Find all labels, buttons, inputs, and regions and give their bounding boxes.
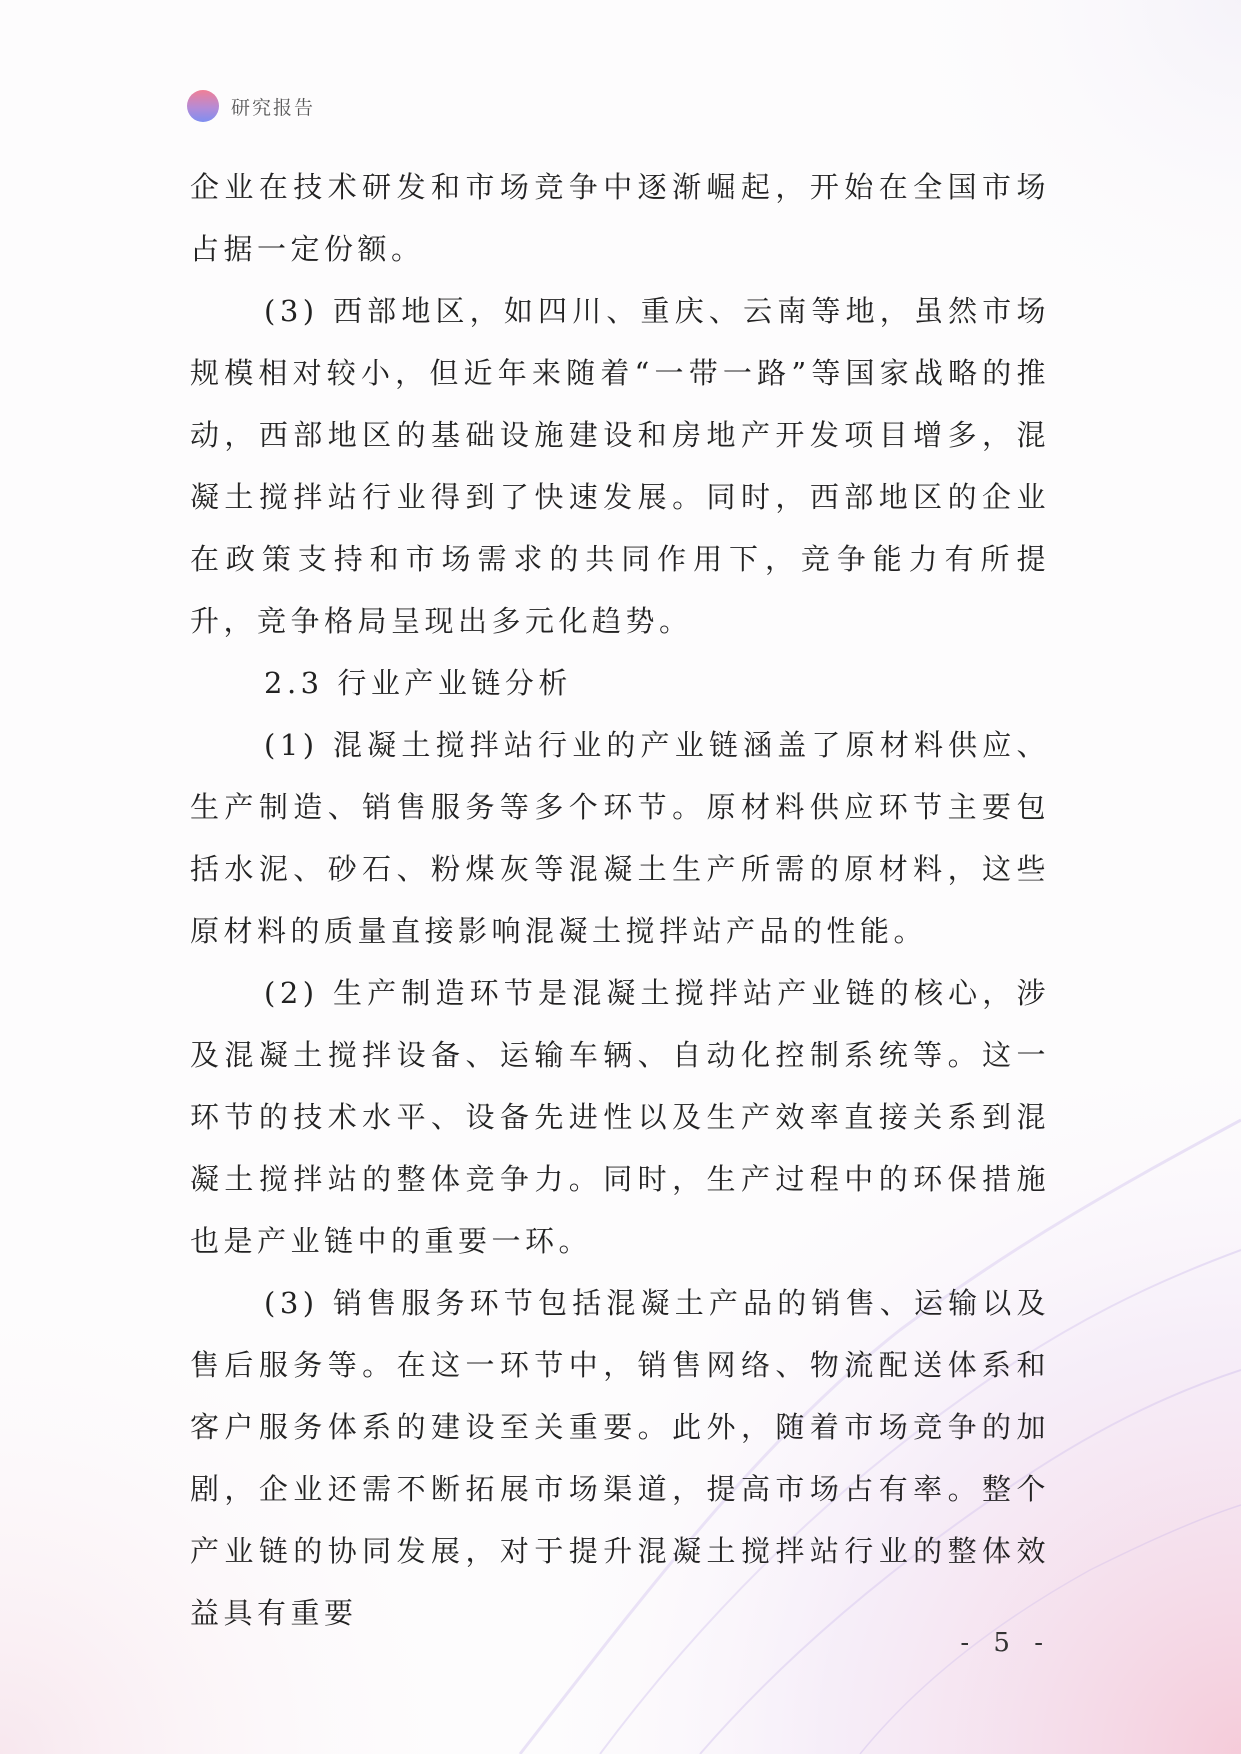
logo-circle-icon [187, 90, 219, 122]
header-title: 研究报告 [231, 96, 316, 119]
paragraph-sales-service: (3) 销售服务环节包括混凝土产品的销售、运输以及售后服务等。在这一环节中，销售网络、物流配送体系和客户服务体系的建设至关重要。此外，随着市场竞争的加剧，企业还需不断拓展市场渠道，提高市场占有率。整个产业链的协同发展，对于提升混凝土搅拌站行业的整体效益具有重要 [190, 1286, 1050, 1630]
paragraph-west-region: (3) 西部地区，如四川、重庆、云南等地，虽然市场规模相对较小，但近年来随着“一带一路”等国家战略的推动，西部地区的基础设施建设和房地产开发项目增多，混凝土搅拌站行业得到了快速发展。同时，西部地区的企业在政策支持和市场需求的共同作用下，竞争能力有所提升，竞争格局呈现出多元化趋势。 [190, 294, 1050, 638]
report-header [187, 88, 315, 124]
section-heading: 2.3 行业产业链分析 [264, 666, 572, 700]
paragraph-industry-chain: (1) 混凝土搅拌站行业的产业链涵盖了原材料供应、生产制造、销售服务等多个环节。原材料供应环节主要包括水泥、砂石、粉煤灰等混凝土生产所需的原材料，这些原材料的质量直接影响混凝土搅拌站产品的性能。 [190, 728, 1050, 948]
body-text [190, 156, 1050, 1644]
paragraph-production: (2) 生产制造环节是混凝土搅拌站产业链的核心，涉及混凝土搅拌设备、运输车辆、自动化控制系统等。这一环节的技术水平、设备先进性以及生产效率直接关系到混凝土搅拌站的整体竞争力。同时，生产过程中的环保措施也是产业链中的重要一环。 [190, 976, 1050, 1258]
paragraph-continued: 企业在技术研发和市场竞争中逐渐崛起，开始在全国市场占据一定份额。 [190, 170, 1050, 266]
page-number: - 5 - [960, 1628, 1051, 1658]
